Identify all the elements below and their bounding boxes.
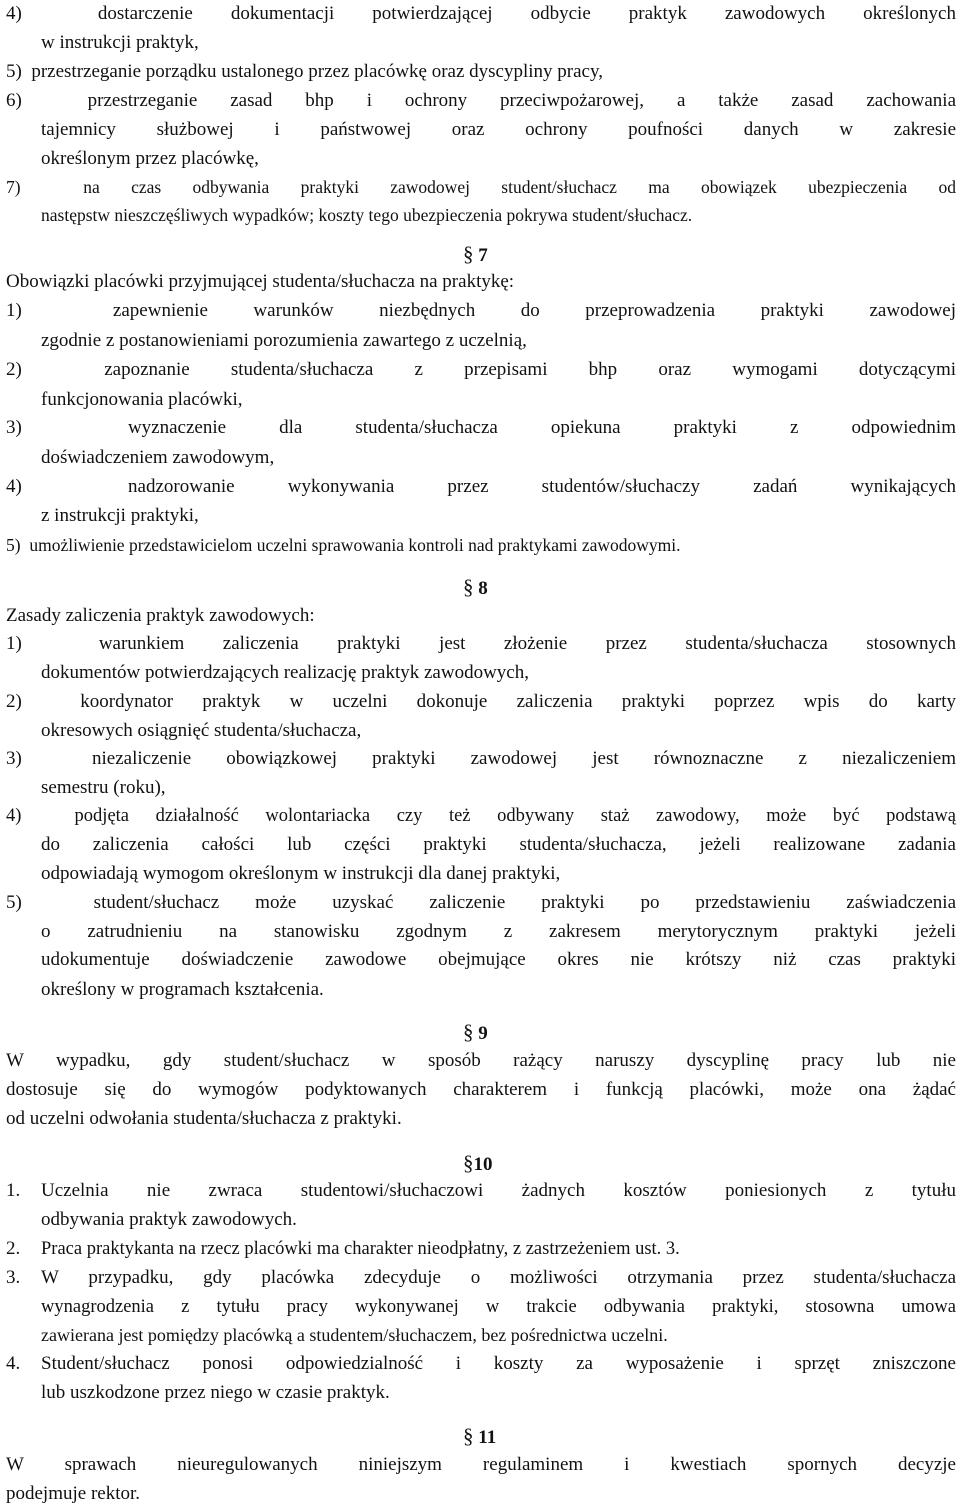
s7-item-1-line-2: zgodnie z postanowieniami porozumienia zawartego z uczelnią, [41,330,527,351]
s9-line-1: W wypadku, gdy student/słuchacz w sposób rażący naruszy dyscyplinę pracy lub nie [6,1050,956,1071]
s8-item-5-line-2: o zatrudnieniu na stanowisku zgodnym z zakresem merytorycznym praktyki jeżeli [41,921,956,942]
s8-item-5-line-1: 5) student/słuchacz może uzyskać zaliczenie praktyki po przedstawieniu zaświadczenia [6,892,956,913]
s6-item-6-line-1: 6) przestrzeganie zasad bhp i ochrony przeciwpożarowej, a także zasad zachowania [6,90,956,111]
s7-item-5: 5) umożliwienie przedstawicielom uczelni sprawowania kontroli nad praktykami zawodowymi. [6,535,681,555]
section-sign: § [463,242,474,266]
section-sign: § [463,1151,474,1175]
section-11-number: 11 [478,1427,497,1448]
s7-item-4-line-2: z instrukcji praktyki, [41,505,199,526]
s10-item-4-line-1: Student/słuchacz ponosi odpowiedzialność i koszty za wyposażenie i sprzęt zniszczone [41,1353,956,1374]
section-9-number: 9 [478,1023,488,1044]
section-7-number: 7 [478,245,488,266]
s10-item-2-line-1: Praca praktykanta na rzecz placówki ma charakter nieodpłatny, z zastrzeżeniem ust. 3. [41,1239,680,1259]
s6-item-4-line-2: w instrukcji praktyk, [41,32,199,53]
s8-item-3-line-2: semestru (roku), [41,777,166,798]
s6-item-7-line-2: następstw nieszczęśliwych wypadków; koszty tego ubezpieczenia pokrywa student/słuchacz. [41,205,693,225]
section-sign: § [463,575,474,599]
s7-item-2-line-2: funkcjonowania placówki, [41,389,243,410]
s7-intro: Obowiązki placówki przyjmującej studenta/słuchacza na praktykę: [6,271,515,292]
section-9-heading [463,1020,488,1046]
s7-item-1-line-1: 1) zapewnienie warunków niezbędnych do przeprowadzenia praktyki zawodowej [6,300,956,321]
s8-item-4-line-3: odpowiadają wymogom określonym w instrukcji dla danej praktyki, [41,863,561,884]
section-8-heading [463,575,488,601]
s10-item-2-number: 2. [6,1238,21,1259]
s6-item-5: 5) przestrzeganie porządku ustalonego przez placówkę oraz dyscypliny pracy, [6,61,604,82]
section-7-heading [463,242,488,268]
s7-item-3-line-2: doświadczeniem zawodowym, [41,447,275,468]
s8-item-4-line-2: do zaliczenia całości lub części praktyki studenta/słuchacza, jeżeli realizowane zadania [41,834,956,855]
s10-item-4-line-2: lub uszkodzone przez niego w czasie praktyk. [41,1382,390,1403]
s8-item-2-line-2: okresowych osiągnięć studenta/słuchacza, [41,720,362,741]
s10-item-1-line-1: Uczelnia nie zwraca studentowi/słuchaczowi żadnych kosztów poniesionych z tytułu [41,1180,956,1201]
s8-item-2-line-1: 2) koordynator praktyk w uczelni dokonuje zaliczenia praktyki poprzez wpis do karty [6,691,956,712]
s9-line-2: dostosuje się do wymogów podyktowanych charakterem i funkcją placówki, może ona żądać [6,1079,956,1100]
section-8-number: 8 [478,578,488,599]
s10-item-4-number: 4. [6,1353,21,1374]
s8-item-1-line-2: dokumentów potwierdzających realizację praktyk zawodowych, [41,662,529,683]
s8-item-3-line-1: 3) niezaliczenie obowiązkowej praktyki zawodowej jest równoznaczne z niezaliczeniem [6,748,956,769]
s9-line-3: od uczelni odwołania studenta/słuchacza z praktyki. [6,1108,402,1129]
s8-item-4-line-1: 4) podjęta działalność wolontariacka czy też odbywany staż zawodowy, może być podstawą [6,806,956,826]
section-11-heading [463,1424,496,1450]
s10-item-3-line-2: wynagrodzenia z tytułu pracy wykonywanej w trakcie odbywania praktyki, stosowna umowa [41,1297,956,1317]
s11-line-2: podejmuje rektor. [6,1483,141,1504]
s8-intro: Zasady zaliczenia praktyk zawodowych: [6,605,315,626]
s7-item-3-line-1: 3) wyznaczenie dla studenta/słuchacza opiekuna praktyki z odpowiednim [6,417,956,438]
s8-item-5-line-4: określony w programach kształcenia. [41,979,324,1000]
s10-item-3-number: 3. [6,1267,21,1288]
s6-item-7-line-1: 7) na czas odbywania praktyki zawodowej student/słuchacz ma obowiązek ubezpieczenia od [6,177,956,197]
s8-item-1-line-1: 1) warunkiem zaliczenia praktyki jest złożenie przez studenta/słuchacza stosownych [6,633,956,654]
s8-item-5-line-3: udokumentuje doświadczenie zawodowe obejmujące okres nie krótszy niż czas praktyki [41,949,956,970]
s10-item-1-line-2: odbywania praktyk zawodowych. [41,1209,297,1230]
s11-line-1: W sprawach nieuregulowanych niniejszym regulaminem i kwestiach spornych decyzje [6,1454,956,1475]
s10-item-3-line-1: W przypadku, gdy placówka zdecyduje o możliwości otrzymania przez studenta/słuchacza [41,1267,956,1288]
s10-item-1-number: 1. [6,1180,21,1201]
section-sign: § [463,1424,474,1448]
s6-item-6-line-3: określonym przez placówkę, [41,148,259,169]
s7-item-4-line-1: 4) nadzorowanie wykonywania przez studentów/słuchaczy zadań wynikających [6,476,956,497]
s6-item-4-line-1: 4) dostarczenie dokumentacji potwierdzającej odbycie praktyk zawodowych określonych [6,3,956,24]
s10-item-3-line-3: zawierana jest pomiędzy placówką a studentem/słuchaczem, bez pośrednictwa uczelni. [41,1325,668,1345]
section-sign: § [463,1020,474,1044]
section-10-number: 10 [473,1154,493,1175]
s6-item-6-line-2: tajemnicy służbowej i państwowej oraz ochrony poufności danych w zakresie [41,119,956,140]
section-10-heading [463,1151,493,1177]
s7-item-2-line-1: 2) zapoznanie studenta/słuchacza z przepisami bhp oraz wymogami dotyczącymi [6,359,956,380]
